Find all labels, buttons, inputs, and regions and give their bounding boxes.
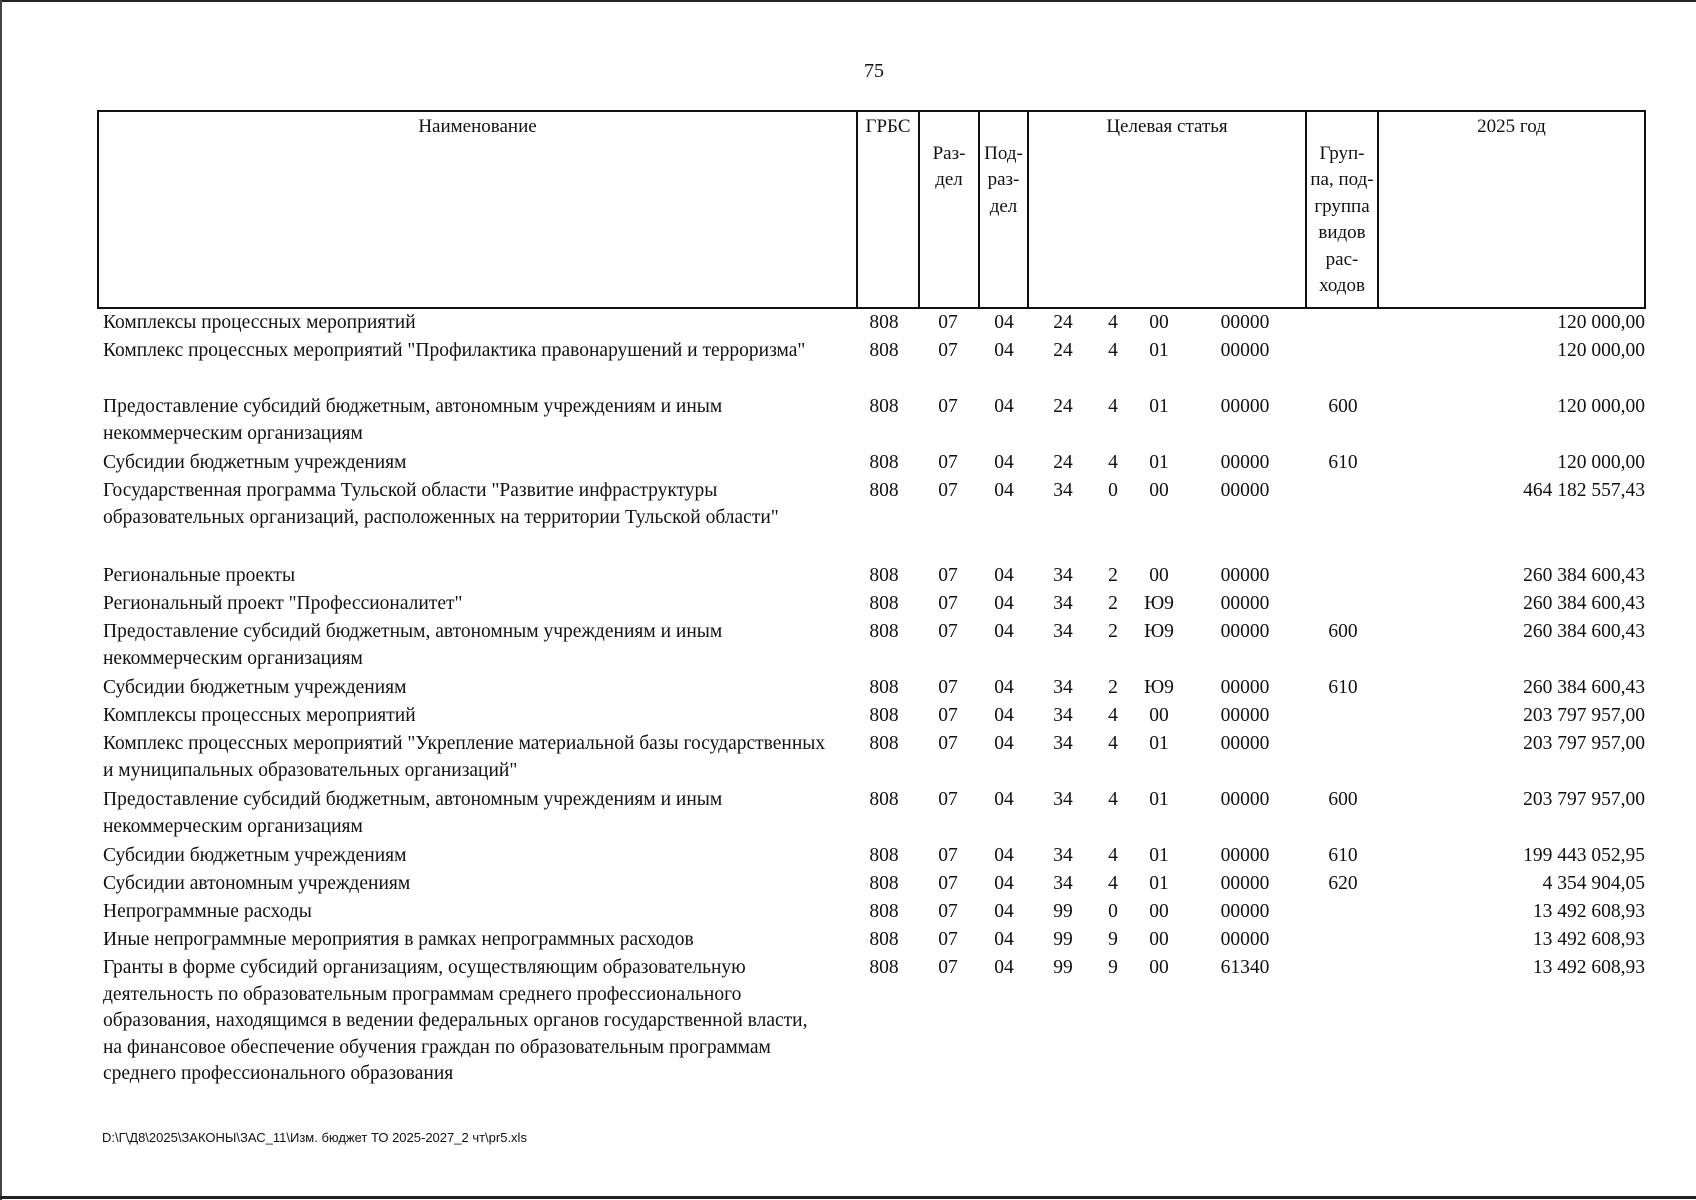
header-razdel [920, 112, 978, 307]
row-group: 600 [1328, 789, 1358, 810]
row-target-program: 34 [1053, 621, 1073, 642]
row-grbs: 808 [869, 340, 899, 361]
row-podrazdel: 04 [994, 733, 1014, 754]
row-podrazdel: 04 [994, 929, 1014, 950]
row-razdel: 07 [938, 705, 958, 726]
row-name: Региональные проекты [103, 565, 296, 586]
row-target-type: 4 [1108, 452, 1118, 473]
row-razdel: 07 [938, 845, 958, 866]
row-amount: 120 000,00 [1557, 340, 1645, 361]
row-target-program: 24 [1053, 396, 1073, 417]
row-target-program: 24 [1053, 452, 1073, 473]
header-target-label: Целевая статья [1106, 116, 1228, 137]
row-name: Комплекс процессных мероприятий "Профилактика правонарушений и терроризма" [103, 340, 806, 361]
header-podrazdel [980, 112, 1027, 307]
row-name: Субсидии бюджетным учреждениям [103, 677, 407, 698]
row-target-type: 4 [1108, 789, 1118, 810]
row-target-subprogram: Ю9 [1144, 677, 1174, 698]
header-grbs-label: ГРБС [865, 116, 911, 137]
row-target-subprogram: 00 [1149, 901, 1169, 922]
header-year-label: 2025 год [1477, 116, 1546, 137]
row-grbs: 808 [869, 677, 899, 698]
row-podrazdel: 04 [994, 593, 1014, 614]
row-target-direction: 00000 [1220, 340, 1270, 361]
row-target-program: 34 [1053, 873, 1073, 894]
row-target-program: 34 [1053, 705, 1073, 726]
row-target-direction: 00000 [1220, 480, 1270, 501]
row-target-program: 34 [1053, 593, 1073, 614]
row-target-subprogram: 00 [1149, 705, 1169, 726]
row-target-direction: 00000 [1220, 789, 1270, 810]
row-podrazdel: 04 [994, 621, 1014, 642]
row-target-direction: 00000 [1220, 929, 1270, 950]
row-podrazdel: 04 [994, 705, 1014, 726]
file-path: D:\Г\Д8\2025\ЗАКОНЫ\ЗАС_11\Изм. бюджет ТО 2025-2027_2 чт\pr5.xls [102, 1130, 527, 1145]
page-border-left [0, 0, 2, 1200]
row-razdel: 07 [938, 789, 958, 810]
table-header [97, 110, 1646, 309]
row-razdel: 07 [938, 901, 958, 922]
row-amount: 13 492 608,93 [1532, 957, 1645, 978]
row-amount: 260 384 600,43 [1523, 677, 1645, 698]
row-podrazdel: 04 [994, 845, 1014, 866]
row-target-subprogram: 00 [1149, 929, 1169, 950]
row-target-program: 99 [1053, 929, 1073, 950]
row-target-program: 99 [1053, 901, 1073, 922]
row-amount: 203 797 957,00 [1523, 705, 1645, 726]
row-podrazdel: 04 [994, 452, 1014, 473]
row-target-type: 2 [1108, 565, 1118, 586]
header-group [1307, 112, 1377, 307]
row-razdel: 07 [938, 677, 958, 698]
row-target-direction: 00000 [1220, 901, 1270, 922]
row-group: 620 [1328, 873, 1358, 894]
row-target-direction: 00000 [1220, 593, 1270, 614]
row-group: 610 [1328, 845, 1358, 866]
row-amount: 203 797 957,00 [1523, 733, 1645, 754]
row-target-subprogram: 01 [1149, 733, 1169, 754]
row-razdel: 07 [938, 480, 958, 501]
row-razdel: 07 [938, 340, 958, 361]
row-razdel: 07 [938, 957, 958, 978]
row-target-direction: 00000 [1220, 873, 1270, 894]
row-name: Субсидии бюджетным учреждениям [103, 845, 407, 866]
row-target-type: 4 [1108, 733, 1118, 754]
row-target-direction: 61340 [1220, 957, 1270, 978]
row-amount: 120 000,00 [1557, 312, 1645, 333]
row-razdel: 07 [938, 565, 958, 586]
row-grbs: 808 [869, 789, 899, 810]
row-target-type: 9 [1108, 929, 1118, 950]
row-name: Предоставление субсидий бюджетным, автономным учреждениям и иным некоммерческим организациям [103, 789, 723, 837]
header-name [99, 112, 856, 307]
row-razdel: 07 [938, 452, 958, 473]
row-target-program: 24 [1053, 312, 1073, 333]
row-amount: 199 443 052,95 [1523, 845, 1645, 866]
row-target-direction: 00000 [1220, 396, 1270, 417]
row-amount: 464 182 557,43 [1523, 480, 1645, 501]
header-grbs [858, 112, 918, 307]
row-razdel: 07 [938, 593, 958, 614]
row-grbs: 808 [869, 396, 899, 417]
header-target [1029, 112, 1305, 307]
row-grbs: 808 [869, 565, 899, 586]
row-target-program: 99 [1053, 957, 1073, 978]
row-target-program: 34 [1053, 565, 1073, 586]
row-amount: 4 354 904,05 [1542, 873, 1645, 894]
header-name-label: Наименование [418, 116, 537, 137]
row-target-subprogram: Ю9 [1144, 621, 1174, 642]
row-name: Непрограммные расходы [103, 901, 312, 922]
row-razdel: 07 [938, 312, 958, 333]
row-name: Гранты в форме субсидий организациям, осуществляющим образовательную деятельность по образовательным программам среднего профессионального образования, находящимся в ведении федеральных органов государственной власти, на финансовое обеспечение обучения граждан по образовательным программам среднего профессионального образования [103, 957, 808, 1084]
page-border-top [0, 0, 1696, 2]
row-target-subprogram: 01 [1149, 873, 1169, 894]
row-name: Предоставление субсидий бюджетным, автономным учреждениям и иным некоммерческим организациям [103, 621, 723, 669]
header-podrazdel-label: Под- раз- дел [984, 142, 1023, 217]
row-podrazdel: 04 [994, 873, 1014, 894]
row-target-program: 34 [1053, 733, 1073, 754]
row-name: Комплексы процессных мероприятий [103, 705, 416, 726]
row-amount: 120 000,00 [1557, 452, 1645, 473]
row-name: Предоставление субсидий бюджетным, автономным учреждениям и иным некоммерческим организациям [103, 396, 723, 444]
row-podrazdel: 04 [994, 480, 1014, 501]
row-podrazdel: 04 [994, 312, 1014, 333]
row-amount: 13 492 608,93 [1532, 901, 1645, 922]
header-razdel-label: Раз- дел [932, 142, 966, 190]
row-target-type: 2 [1108, 677, 1118, 698]
row-target-subprogram: Ю9 [1144, 593, 1174, 614]
row-target-subprogram: 00 [1149, 312, 1169, 333]
header-group-label: Груп- па, под- группа видов рас- ходов [1310, 142, 1374, 296]
row-podrazdel: 04 [994, 957, 1014, 978]
row-amount: 260 384 600,43 [1523, 565, 1645, 586]
row-target-subprogram: 01 [1149, 845, 1169, 866]
row-target-subprogram: 00 [1149, 480, 1169, 501]
row-razdel: 07 [938, 929, 958, 950]
row-podrazdel: 04 [994, 789, 1014, 810]
row-group: 610 [1328, 452, 1358, 473]
row-group: 610 [1328, 677, 1358, 698]
row-podrazdel: 04 [994, 565, 1014, 586]
row-grbs: 808 [869, 621, 899, 642]
row-podrazdel: 04 [994, 340, 1014, 361]
row-razdel: 07 [938, 733, 958, 754]
row-target-subprogram: 00 [1149, 957, 1169, 978]
header-year [1379, 112, 1644, 307]
row-target-type: 2 [1108, 621, 1118, 642]
row-grbs: 808 [869, 957, 899, 978]
row-razdel: 07 [938, 873, 958, 894]
row-target-type: 4 [1108, 705, 1118, 726]
row-razdel: 07 [938, 621, 958, 642]
row-grbs: 808 [869, 845, 899, 866]
row-amount: 13 492 608,93 [1532, 929, 1645, 950]
row-podrazdel: 04 [994, 901, 1014, 922]
row-grbs: 808 [869, 452, 899, 473]
row-name: Комплекс процессных мероприятий "Укрепление материальной базы государственных и муниципальных образовательных организаций" [103, 733, 826, 781]
row-target-program: 34 [1053, 677, 1073, 698]
row-target-type: 4 [1108, 396, 1118, 417]
row-target-type: 2 [1108, 593, 1118, 614]
row-grbs: 808 [869, 929, 899, 950]
row-target-program: 24 [1053, 340, 1073, 361]
row-grbs: 808 [869, 873, 899, 894]
row-target-direction: 00000 [1220, 733, 1270, 754]
row-amount: 203 797 957,00 [1523, 789, 1645, 810]
row-grbs: 808 [869, 901, 899, 922]
row-target-direction: 00000 [1220, 845, 1270, 866]
row-grbs: 808 [869, 593, 899, 614]
row-target-direction: 00000 [1220, 677, 1270, 698]
row-group: 600 [1328, 621, 1358, 642]
row-target-direction: 00000 [1220, 312, 1270, 333]
row-name: Иные непрограммные мероприятия в рамках непрограммных расходов [103, 929, 694, 950]
page-border-bottom [0, 1196, 1696, 1199]
row-name: Субсидии автономным учреждениям [103, 873, 411, 894]
row-grbs: 808 [869, 733, 899, 754]
row-amount: 260 384 600,43 [1523, 621, 1645, 642]
page-number: 75 [864, 60, 884, 82]
row-name: Комплексы процессных мероприятий [103, 312, 416, 333]
row-target-type: 4 [1108, 340, 1118, 361]
row-target-subprogram: 01 [1149, 340, 1169, 361]
row-target-subprogram: 01 [1149, 452, 1169, 473]
row-target-type: 4 [1108, 845, 1118, 866]
row-target-type: 9 [1108, 957, 1118, 978]
row-target-program: 34 [1053, 480, 1073, 501]
row-amount: 260 384 600,43 [1523, 593, 1645, 614]
row-podrazdel: 04 [994, 396, 1014, 417]
row-target-direction: 00000 [1220, 565, 1270, 586]
row-target-direction: 00000 [1220, 705, 1270, 726]
row-group: 600 [1328, 396, 1358, 417]
row-target-type: 4 [1108, 312, 1118, 333]
row-name: Региональный проект "Профессионалитет" [103, 593, 463, 614]
row-target-direction: 00000 [1220, 452, 1270, 473]
row-name: Государственная программа Тульской области "Развитие инфраструктуры образовательных организаций, расположенных на территории Тульской области" [103, 480, 779, 528]
row-target-type: 0 [1108, 480, 1118, 501]
row-grbs: 808 [869, 312, 899, 333]
row-target-subprogram: 01 [1149, 789, 1169, 810]
row-target-program: 34 [1053, 845, 1073, 866]
row-podrazdel: 04 [994, 677, 1014, 698]
row-amount: 120 000,00 [1557, 396, 1645, 417]
row-name: Субсидии бюджетным учреждениям [103, 452, 407, 473]
row-target-type: 4 [1108, 873, 1118, 894]
row-grbs: 808 [869, 480, 899, 501]
row-target-program: 34 [1053, 789, 1073, 810]
row-target-direction: 00000 [1220, 621, 1270, 642]
row-razdel: 07 [938, 396, 958, 417]
row-target-subprogram: 00 [1149, 565, 1169, 586]
row-target-type: 0 [1108, 901, 1118, 922]
row-target-subprogram: 01 [1149, 396, 1169, 417]
row-grbs: 808 [869, 705, 899, 726]
